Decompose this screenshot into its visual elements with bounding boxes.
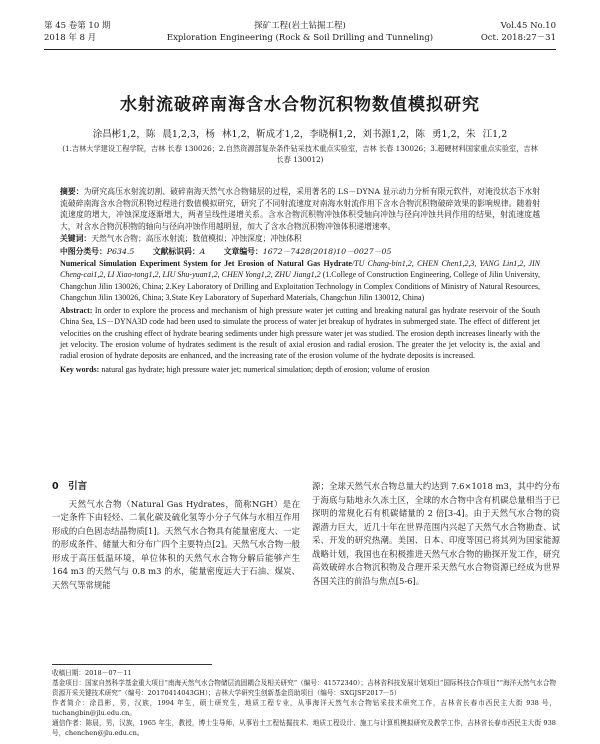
- footnote-corresponding-author: 通信作者：陈晨，男，汉族，1965 年生，教授，博士生导师，从事岩土工程钻掘技术、地质工程设计、施工与计算机模拟研究及教学工作，吉林省长春市西民主大街 938 号，chenchen@jlu.edu.cn。: [52, 719, 556, 737]
- en-abstract-text: In order to explore the process and mechanism of high pressure water jet cutting and breaking natural gas hydrate reservoir of the South China Sea, LS－DYNA3D code had been used to simulate the process of water jet breakup of hydrates in submerged state. The effect of different jet velocities on the crushing effect of hydrate bearing sediments under high pressure water jet was studied. The erosion depth increases linearly with the jet velocity. The erosion volume of hydrates sediment is the result of axial erosion and radial erosion. The greater the jet velocity is, the axial and radial erosion of hydrate deposits are enhanced, and the increasing rate of the erosion volume of the hydrate deposits is increased.: [60, 306, 541, 361]
- running-header: [44, 18, 556, 50]
- volume-issue: 第 45 卷第 10 期: [44, 21, 111, 31]
- footnote-author-bio: 作者简介：涂昌彬，男，汉族，1994 年生，硕士研究生，地质工程专业，从事海洋天然气水合物钻采技术研究工作，吉林省长春市西民主大街 938 号，tuchangbin@jlu.edu.cn。: [52, 699, 556, 717]
- article-no-label: 文章编号：: [223, 246, 263, 256]
- journal-volume-info-en: [481, 20, 556, 44]
- footnotes: [52, 668, 556, 738]
- journal-name: [44, 20, 556, 44]
- affiliations: (1.吉林大学建设工程学院，吉林 长春 130026；2.自然资源部复杂条件钻采技术重点实验室，吉林 长春 130026；3.超硬材料国家重点实验室，吉林 长春 130012): [62, 144, 538, 164]
- abstract-english: [60, 258, 540, 375]
- footnote-divider: [52, 664, 212, 665]
- author-list: 涂昌彬1,2，陈 晨1,2,3，杨 林1,2，靳成才1,2，李晓桐1,2，刘书源1,2，陈 勇1,2，朱 江1,2: [92, 129, 508, 140]
- pages-en: Oct. 2018:27－31: [480, 33, 556, 43]
- classification-line: [60, 246, 540, 258]
- footnote-funding: 基金项目：国家自然科学基金重大项目“南海天然气水合物储层流固耦合及相关研究”（编号：41572340）；吉林省科技发展计划项目“国际科技合作项目”“海洋天然气水合物资源开采关键技术研究”（编号：20170414043GH）；吉林大学研究生创新基金资助项目（编号：SXGJSF2017－5）: [52, 679, 556, 697]
- doc-code-value: A: [199, 246, 206, 256]
- article-number: [224, 247, 392, 256]
- en-keywords-text: natural gas hydrate; high pressure water jet; numerical simulation; depth of erosion; volume of erosion: [101, 364, 430, 374]
- en-abstract-label: Abstract:: [60, 306, 93, 316]
- intro-paragraph-1: 天然气水合物（Natural Gas Hydrates，简称NGH）是在一定条件下由轻烃、二氧化碳及硫化氢等小分子气体与水相互作用形成的白色固态结晶物质[1]。天然气水合物具有能量密度大、一定的形成条件、储量大和分布广四个主要特点[2]。天然气水合物一般形成于高压低温环境，单位体积的天然气水合物分解后能够产生 164 m3 的天然气与 0.8 m3 的水，能量密度远大于石油、煤炭、天然气等常规能: [52, 498, 300, 590]
- keywords-text: 天然气水合物；高压水射流；数值模拟；冲蚀深度；冲蚀体积: [91, 234, 302, 243]
- clc-value: P634.5: [106, 246, 135, 256]
- paper-title: 水射流破碎南海含水合物沉积物数值模拟研究: [120, 95, 480, 115]
- en-abstract-body: [60, 305, 540, 361]
- journal-name-cn: 探矿工程(岩土钻掘工程): [254, 21, 346, 31]
- en-authors: /TU Chang-bin1,2, CHEN Chen1,2,3, YANG Lin1,2, JIN Cheng-cai1,2, LI Xiao-tong1,2, LIU Shu-yuan1,2, CHEN Yong1,2, ZHU Jiang1,2: [60, 259, 541, 280]
- en-affiliations: (1.College of Construction Engineering, College of Jilin University, Changchun Jilin 130026, China; 2.Key Laboratory of Drilling and Exploitation Technology in Complex Conditions of Ministry of Natural Resources, Changchun Jilin 130026, China; 3.State Key Laboratory of Superhard Materials, Changchun Jilin 130012, China): [60, 270, 540, 302]
- volume-issue-en: Vol.45 No.10: [500, 21, 556, 31]
- body-right-column: [312, 480, 560, 588]
- article-no-value: 1672－7428(2018)10－0027－05: [262, 246, 392, 256]
- abstract-chinese: [60, 186, 540, 257]
- abstract-cn-body: [60, 186, 540, 232]
- footnote-received: 收稿日期：2018－07－11: [52, 669, 132, 677]
- en-keywords: [60, 364, 540, 375]
- en-title: Numerical Simulation Experiment System for Jet Erosion of Natural Gas Hydrate: [60, 259, 352, 268]
- en-keywords-label: Key words:: [60, 364, 100, 374]
- clc-label: 中图分类号：: [60, 246, 107, 256]
- body-left-column: [52, 480, 300, 592]
- publication-date: 2018 年 8 月: [44, 33, 97, 43]
- journal-name-en: Exploration Engineering (Rock & Soil Drilling and Tunneling): [166, 33, 434, 43]
- section-heading-introduction: 0 引言: [52, 481, 88, 492]
- doc-code-label: 文献标识码：: [152, 246, 200, 256]
- abstract-label: 摘要：: [60, 187, 84, 196]
- keywords-cn: [60, 233, 540, 245]
- document-code: [153, 247, 205, 256]
- abstract-text: 为研究高压水射流切割、破碎南海天然气水合物储层的过程，采用著名的 LS－DYNA 显示动力分析有限元软件，对淹没状态下水射流破碎南海含水合物沉积物过程进行数值模拟研究，研究了不同射流速度对南海水射流作用下含水合物沉积物破碎效果的影响规律。随着射流速度的增大，冲蚀深度逐渐增大，两者呈线性递增关系。含水合物沉积物冲蚀体积受轴向冲蚀与径向冲蚀共同作用的结果，射流速度越大，对含水合物沉积物的轴向与径向冲蚀作用越明显，加大了含水合物沉积物冲蚀体积递增速率。: [60, 187, 540, 231]
- intro-paragraph-2: 源；全球天然气水合物总量大约达到 7.6×1018 m3，其中约分布于海底与陆地永久冻土区，全球的水合物中含有机碳总量相当于已探明的常规化石有机碳储量的 2 倍[3-4]。由于天然气水合物的资源潜力巨大，近几十年在世界范围内兴起了天然气水合物勘查、试采、开发的研究热潮。美国、日本、印度等国已将其列为国家能源战略计划，我国也在积极推进天然气水合物的勘探开发工作，研究高效破碎水合物沉积物及合理开采天然气水合物资源已经成为世界各国关注的前沿与焦点[5-6]。: [312, 481, 560, 586]
- clc-number: [60, 247, 134, 256]
- keywords-label: 关键词：: [60, 234, 92, 243]
- en-title-authors: [60, 258, 540, 303]
